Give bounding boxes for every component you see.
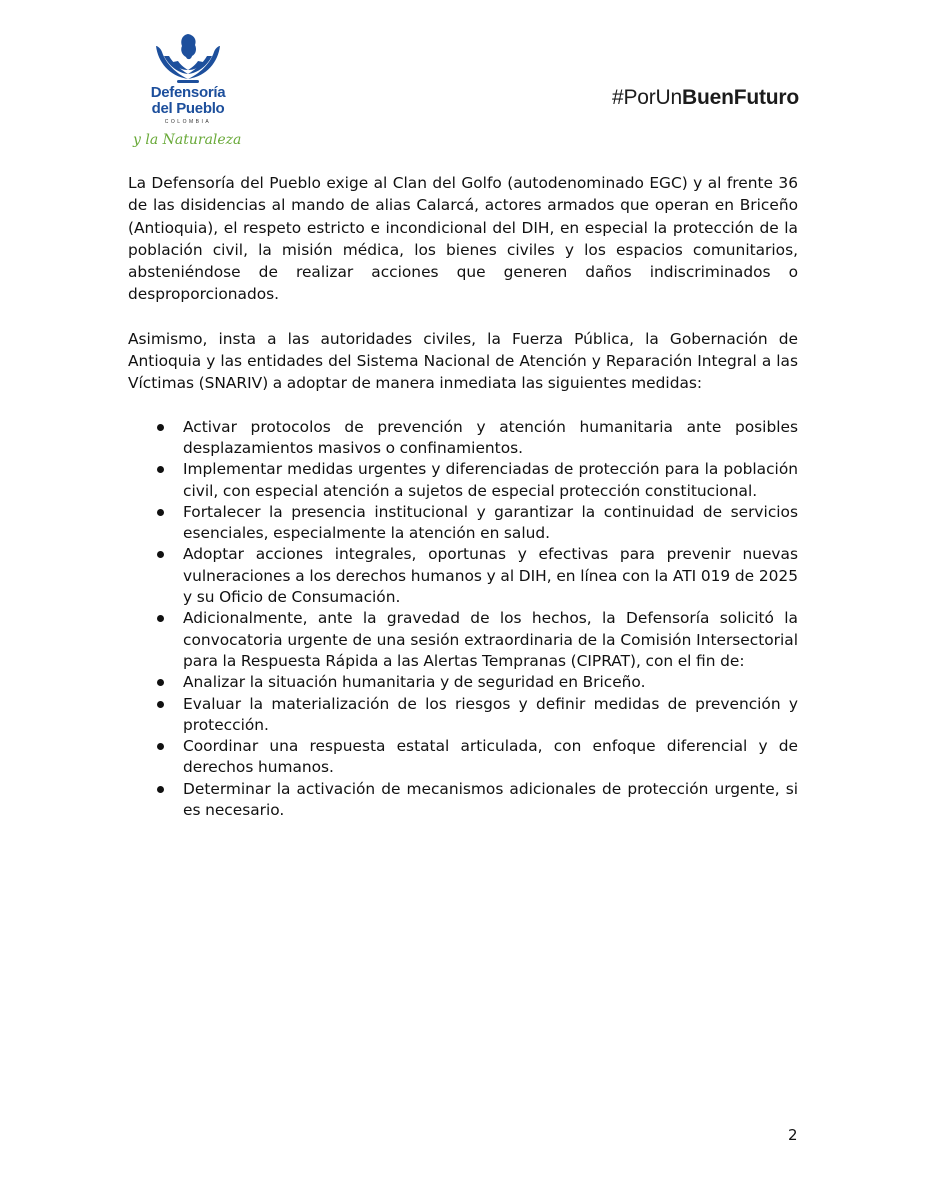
list-item-text: Adicionalmente, ante la gravedad de los hechos, la Defensoría solicitó la convocatoria urgente de una sesión extraordinaria de la Comisión Intersectorial para la Respuesta Rápida a las Alertas Tempranas (CIPRAT), con el fin de:	[183, 609, 798, 670]
hands-map-emblem-icon	[153, 32, 223, 86]
list-item	[128, 694, 798, 737]
bullet-icon	[157, 743, 164, 750]
bullet-icon	[157, 701, 164, 708]
list-item-text: Determinar la activación de mecanismos adicionales de protección urgente, si es necesario.	[183, 779, 798, 820]
list-item-text: Coordinar una respuesta estatal articulada, con enfoque diferencial y de derechos humanos.	[183, 737, 798, 777]
bullet-icon	[157, 551, 164, 558]
list-item-text: Adoptar acciones integrales, oportunas y efectivas para prevenir nuevas vulneraciones a los derechos humanos y al DIH, en línea con la ATI 019 de 2025 y su Oficio de Consumación.	[183, 545, 798, 607]
list-item-text: Fortalecer la presencia institucional y garantizar la continuidad de servicios esenciales, especialmente la atención en salud.	[183, 502, 798, 543]
hashtag-bold: BuenFuturo	[682, 86, 799, 109]
list-item	[128, 608, 798, 672]
bullet-icon	[157, 615, 164, 622]
list-item	[128, 502, 798, 545]
document-body	[128, 172, 798, 821]
list-item-text: Activar protocolos de prevención y atención humanitaria ante posibles desplazamientos masivos o confinamientos.	[183, 417, 798, 457]
list-item	[128, 544, 798, 608]
list-item	[128, 736, 798, 779]
paragraph-demand: La Defensoría del Pueblo exige al Clan del Golfo (autodenominado EGC) y al frente 36 de las disidencias al mando de alias Calarcá, actores armados que operan en Briceño (Antioquia), el respeto estricto e incondicional del DIH, en especial la protección de la población civil, la misión médica, los bienes civiles y los espacios comunitarios, absteniéndose de realizar acciones que generen daños indiscriminados o desproporcionados.	[128, 174, 798, 304]
list-item-text: Implementar medidas urgentes y diferenciadas de protección para la población civil, con especial atención a sujetos de especial protección constitucional.	[183, 460, 798, 500]
logo-line-defensoria: Defensoría	[150, 84, 226, 101]
list-item	[128, 459, 798, 502]
bullet-icon	[157, 509, 164, 516]
hashtag-prefix: #PorUn	[612, 86, 683, 109]
bullet-icon	[157, 466, 164, 473]
bullet-icon	[157, 424, 164, 431]
bullet-icon	[157, 679, 164, 686]
logo-line-del-pueblo: del Pueblo	[151, 100, 225, 117]
list-item	[128, 672, 798, 693]
list-item-text: Analizar la situación humanitaria y de seguridad en Briceño.	[183, 673, 646, 692]
paragraph-urge: Asimismo, insta a las autoridades civiles, la Fuerza Pública, la Gobernación de Antioquia y las entidades del Sistema Nacional de Atención y Reparación Integral a las Víctimas (SNARIV) a adoptar de manera inmediata las siguientes medidas:	[128, 329, 798, 393]
bullet-icon	[157, 786, 164, 793]
measures-list	[128, 417, 798, 822]
list-item-text: Evaluar la materialización de los riesgos y definir medidas de prevención y protección.	[183, 694, 798, 734]
page-number: 2	[788, 1126, 798, 1144]
logo-tagline: y la Naturaleza	[133, 132, 242, 148]
logo-country: COLOMBIA	[164, 119, 212, 125]
list-item	[128, 417, 798, 460]
list-item	[128, 779, 798, 822]
defensoria-logo	[128, 32, 248, 160]
campaign-hashtag	[612, 86, 799, 110]
